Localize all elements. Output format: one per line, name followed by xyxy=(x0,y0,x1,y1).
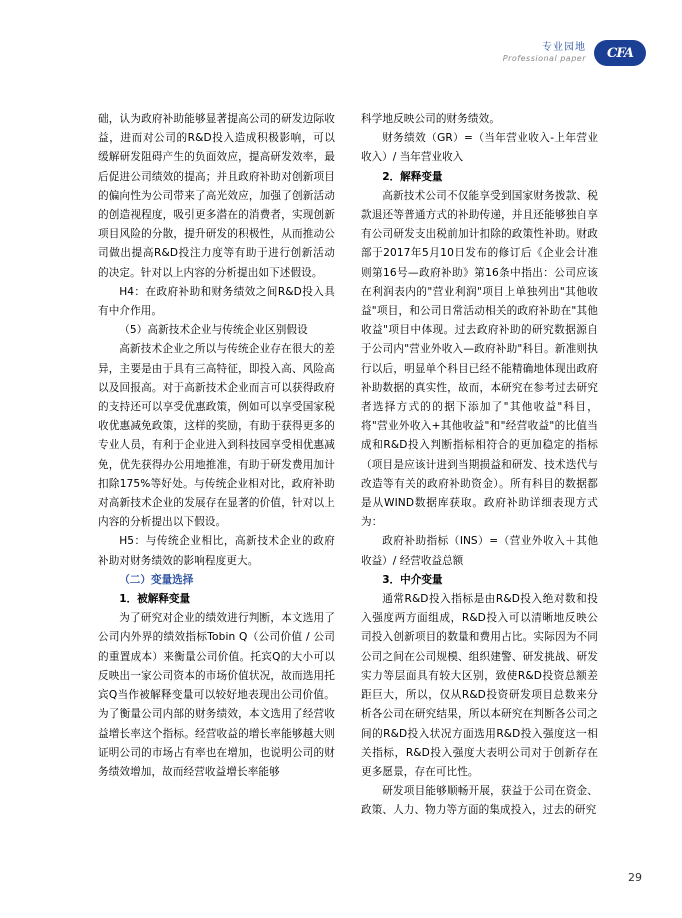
paragraph: 科学地反映公司的财务绩效。 xyxy=(361,113,501,125)
paragraph: 研发项目能够顺畅开展，获益于公司在资金、政策、人力、物力等方面的集成投入，过去的研究 xyxy=(361,785,598,817)
formula-financial-performance: 财务绩效（GR）=（当年营业收入-上年营业收入）/ 当年营业收入 xyxy=(361,132,598,164)
cfa-logo-icon xyxy=(594,40,646,66)
subheading-mediator-variable: 3．中介变量 xyxy=(382,573,443,586)
paragraph: 高新技术公司不仅能享受到国家财务拨款、税款退还等普通方式的补助传递，并且还能够独自享有公司研发支出税前加计扣除的政策性补助。财政部于2017年5月10日发布的修订后《企业会计准则第16号—政府补助》第16条中指出：公司应该在利润表内的"营业利润"项目上单独列出"其他收益"项目，和公司日常活动相关的政府补助在"其他收益"项目中体现。过去政府补助的研究数据源自于公司内"营业外收入—政府补助"科目。新准则执行以后，明显单个科目已经不能精确地体现出政府补助数据的真实性，故而，本研究在参考过去研究者选择方式的的据下添加了"其他收益"科目，将"营业外收入+其他收益"和"经营收益"的比值当成和R&D投入判断指标相符合的更加稳定的指标（项目是应该计进到当期损益和研发、技术迭代与改造等有关的政府补助资金）。所有科目的数据都是从WIND数据库获取。政府补助详细表现方式为： xyxy=(361,189,598,529)
body-columns xyxy=(98,110,598,821)
hypothesis-h5: H5：与传统企业相比，高新技术企业的政府补助对财务绩效的影响程度更大。 xyxy=(98,535,335,567)
right-column xyxy=(361,110,598,821)
formula-government-subsidy: 政府补助指标（INS）=（营业外收入＋其他收益）/ 经营收益总额 xyxy=(361,535,598,567)
logo-text: CFA xyxy=(607,45,633,61)
page-header xyxy=(503,40,646,66)
subsection-heading-5: （5）高新技术企业与传统企业区别假设 xyxy=(119,324,308,337)
paragraph: 通常R&D投入指标是由R&D投入绝对数和投入强度两方面组成，R&D投入可以清晰地反映公司投入创新项目的数量和费用占比。实际因为不同公司之间在公司规模、组织建警、研发挑战、研发实力等层面具有较大区别，致使R&D投资总额差距巨大，所以，仅从R&D投资研发项目总数来分析各公司在研究结果，所以本研究在判断各公司之间的R&D投入状况方面选用R&D投入强度这一相关指标，R&D投入强度大表明公司对于创新存在更多愿景，存在可比性。 xyxy=(361,593,598,778)
subheading-explanatory-variable: 2．解释变量 xyxy=(382,170,443,183)
left-column xyxy=(98,110,335,821)
brand-title-cn: 专业园地 xyxy=(542,41,586,53)
header-brand-text xyxy=(503,42,586,65)
page-number: 29 xyxy=(628,871,642,884)
paragraph: 高新技术企业之所以与传统企业存在很大的差异，主要是由于具有三高特征，即投入高、风险高以及回报高。对于高新技术企业而言可以获得政府的支持还可以享受优惠政策，例如可以享受国家税收优惠减免政策，这样的奖励，有助于获得更多的专业人员，有利于企业进入到科技园享受相优惠减免，优先获得办公用地推准，有助于研发费用加计扣除175%等好处。与传统企业相对比，政府补助对高新技术企业的发展存在显著的价值，针对以上内容的分析提出以下假设。 xyxy=(98,343,335,529)
paragraph: 为了研究对企业的绩效进行判断，本文选用了公司内外界的绩效指标Tobin Q（公司价值 / 公司的重置成本）来衡量公司价值。托宾Q的大小可以反映出一家公司资本的市场价值状况，故而选用托宾Q当作被解释变量可以较好地表现出公司价值。为了衡量公司内部的财务绩效，本文选用了经营收益增长率这个指标。经营收益的增长率能够越大则证明公司的市场占有率也在增加，也说明公司的财务绩效增加，故而经营收益增长率能够 xyxy=(98,612,335,778)
section-heading-variable-selection: （二）变量选择 xyxy=(119,573,194,586)
hypothesis-h4: H4：在政府补助和财务绩效之间R&D投入具有中介作用。 xyxy=(98,285,335,318)
paragraph: 础，认为政府补助能够显著提高公司的研发边际收益，进而对公司的R&D投入造成积极影响，可以缓解研发阻碍产生的负面效应，提高研发效率，最后促进公司绩效的提高；并且政府补助对创新项目的偏向性为公司带来了高光效应，加强了创新活动的创造视程度，吸引更多潜在的消费者，实现创新项目风险的分散，提升研发的积极性，从而推动公司做出提高R&D投注力度等有助于进行创新活动的决定。针对以上内容的分析提出如下述假设。 xyxy=(98,113,335,279)
subheading-dependent-variable: 1．被解释变量 xyxy=(119,593,191,606)
brand-title-en: Professional paper xyxy=(502,54,586,64)
